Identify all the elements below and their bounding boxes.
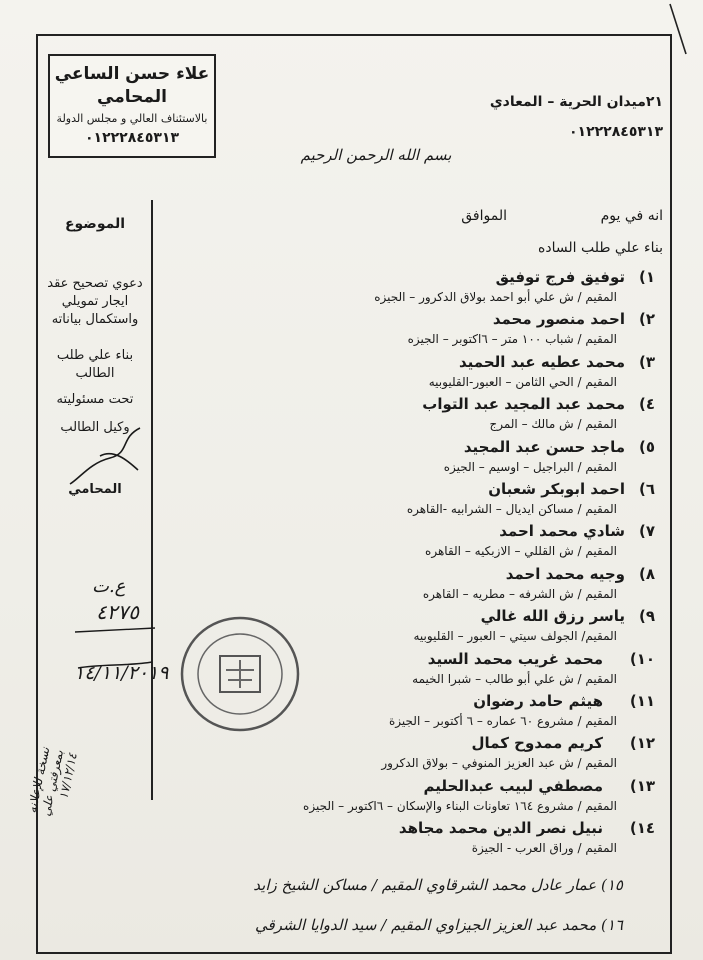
letterhead-box xyxy=(48,54,216,158)
petitioner-address: المقيم / مشروع ١٦٤ تعاونات البناء والإسكان – ٦اكتوبر – الجيزه xyxy=(303,799,617,813)
petitioner-number: ٢) xyxy=(638,310,655,328)
petitioner-number: ٥) xyxy=(638,438,655,456)
petitioner-number: ٣) xyxy=(638,353,655,371)
petitioner-address: المقيم / ش علي أبو احمد بولاق الدكرور – الجيزه xyxy=(374,290,617,304)
subject-line-2: ايجار تمويلي xyxy=(61,294,129,309)
petitioner-number: ١) xyxy=(638,268,655,286)
petitioner-address: المقيم / البراجيل – اوسيم – الجيزه xyxy=(443,460,617,474)
subject-line-1: دعوي تصحيح عقد xyxy=(47,276,143,291)
petitioner-address: المقيم/ الجولف سيتي – العبور – القليوبيه xyxy=(413,629,617,643)
handwritten-date: ١٤/١١/٢٠١٩ xyxy=(74,662,169,684)
petitioner-number: ٩) xyxy=(638,607,655,625)
petitioner-name: هيثم حامد رضوان xyxy=(473,692,603,710)
lawyer-court: بالاستئناف العالي و مجلس الدولة xyxy=(56,112,208,125)
petitioner-name: احمد ابوبكر شعبان xyxy=(488,480,625,498)
handwritten-petitioner-15: ١٥) عمار عادل محمد الشرقاوي المقيم / مساكن الشيخ زايد xyxy=(253,876,623,894)
petitioner-name: محمد غريب محمد السيد xyxy=(427,650,603,668)
petitioner-name: شادي محمد احمد xyxy=(499,522,625,540)
petitioner-address: المقيم / مساكن ايديال – الشرابيه -القاهره xyxy=(406,502,617,516)
petitioner-number: ٦) xyxy=(638,480,655,498)
agent-line: وكيل الطالب xyxy=(60,420,130,435)
petitioner-name: وجيه محمد احمد xyxy=(505,565,625,583)
office-phone: ٠١٢٢٢٨٤٥٣١٣ xyxy=(569,124,663,140)
petitioner-address: المقيم / ش عبد العزيز المنوفي – بولاق الدكرور xyxy=(381,756,617,770)
petitioner-address: المقيم / ش علي أبو طالب – شبرا الخيمه xyxy=(412,672,617,686)
petitioner-address: المقيم / وراق العرب - الجيزة xyxy=(471,841,617,855)
petitioner-number: ١١) xyxy=(629,692,655,710)
petitioner-name: كريم ممدوح كمال xyxy=(471,734,603,752)
petitioner-name: محمد عبد المجيد عبد التواب xyxy=(422,395,625,413)
request-line-2: الطالب xyxy=(75,366,115,381)
petitioner-number: ١٢) xyxy=(629,734,655,752)
lawyer-name: علاء حسن الساعي xyxy=(54,64,210,84)
sidebar-divider xyxy=(151,200,153,800)
handwritten-note-2: ٤٢٧٥ xyxy=(96,600,139,624)
petitioner-number: ١٠) xyxy=(629,650,655,668)
signature-scribble xyxy=(60,418,150,488)
intro-date: الموافق xyxy=(461,208,507,224)
petitioner-address: المقيم / ش مالك – المرج xyxy=(489,417,617,431)
subject-line-3: واستكمال بياناته xyxy=(51,312,139,327)
intro-request: بناء علي طلب الساده xyxy=(538,240,663,256)
margin-handwritten-note: نسخة للإعلانه بمعرفتي علي ١٧/١٢/١٤ xyxy=(24,745,80,818)
petitioner-number: ٨) xyxy=(638,565,655,583)
lawyer-line: المحامي xyxy=(68,482,122,497)
petitioner-number: ٧) xyxy=(638,522,655,540)
petitioner-address: المقيم / الحي الثامن – العبور-القليوبيه xyxy=(428,375,617,389)
petitioner-name: توفيق فرج توفيق xyxy=(495,268,625,286)
petitioner-address: المقيم / مشروع ٦٠ عماره – ٦ أكتوبر – الجيزة xyxy=(389,714,617,728)
responsibility-line: تحت مسئوليته xyxy=(56,392,134,407)
petitioner-address: المقيم / شباب ١٠٠ متر – ٦اكتوبر – الجيزه xyxy=(407,332,617,346)
petitioner-name: ياسر رزق الله غالي xyxy=(480,607,625,625)
office-address: ٢١ميدان الحرية – المعادي xyxy=(489,94,663,110)
petitioner-address: المقيم / ش الشرفه – مطريه – القاهره xyxy=(422,587,617,601)
petitioner-number: ٤) xyxy=(638,395,655,413)
handwritten-strokes xyxy=(70,620,160,680)
handwritten-note-1: ع.ت xyxy=(92,576,126,597)
subject-heading: الموضوع xyxy=(64,216,126,232)
lawyer-phone: ٠١٢٢٢٨٤٥٣١٣ xyxy=(85,130,179,146)
petitioner-name: محمد عطيه عبد الحميد xyxy=(458,353,625,371)
basmala: بسم الله الرحمن الرحيم xyxy=(300,146,452,164)
petitioner-number: ١٤) xyxy=(629,819,655,837)
petitioner-name: نبيل نصر الدين محمد مجاهد xyxy=(398,819,603,837)
lawyer-title: المحامي xyxy=(97,87,167,107)
petitioner-name: احمد منصور محمد xyxy=(492,310,625,328)
petitioner-name: مصطفي لبيب عبدالحليم xyxy=(423,777,603,795)
petitioner-address: المقيم / ش القللي – الازبكيه – القاهره xyxy=(425,544,617,558)
request-line-1: بناء علي طلب xyxy=(56,348,134,363)
petitioner-name: ماجد حسن عبد المجيد xyxy=(463,438,625,456)
handwritten-petitioner-16: ١٦) محمد عبد العزيز الجيزاوي المقيم / سيد الدوايا الشرقي xyxy=(255,916,623,934)
petitioner-number: ١٣) xyxy=(629,777,655,795)
pencil-mark xyxy=(664,0,694,60)
intro-day: انه في يوم xyxy=(600,208,663,224)
official-seal-stamp xyxy=(176,612,304,736)
